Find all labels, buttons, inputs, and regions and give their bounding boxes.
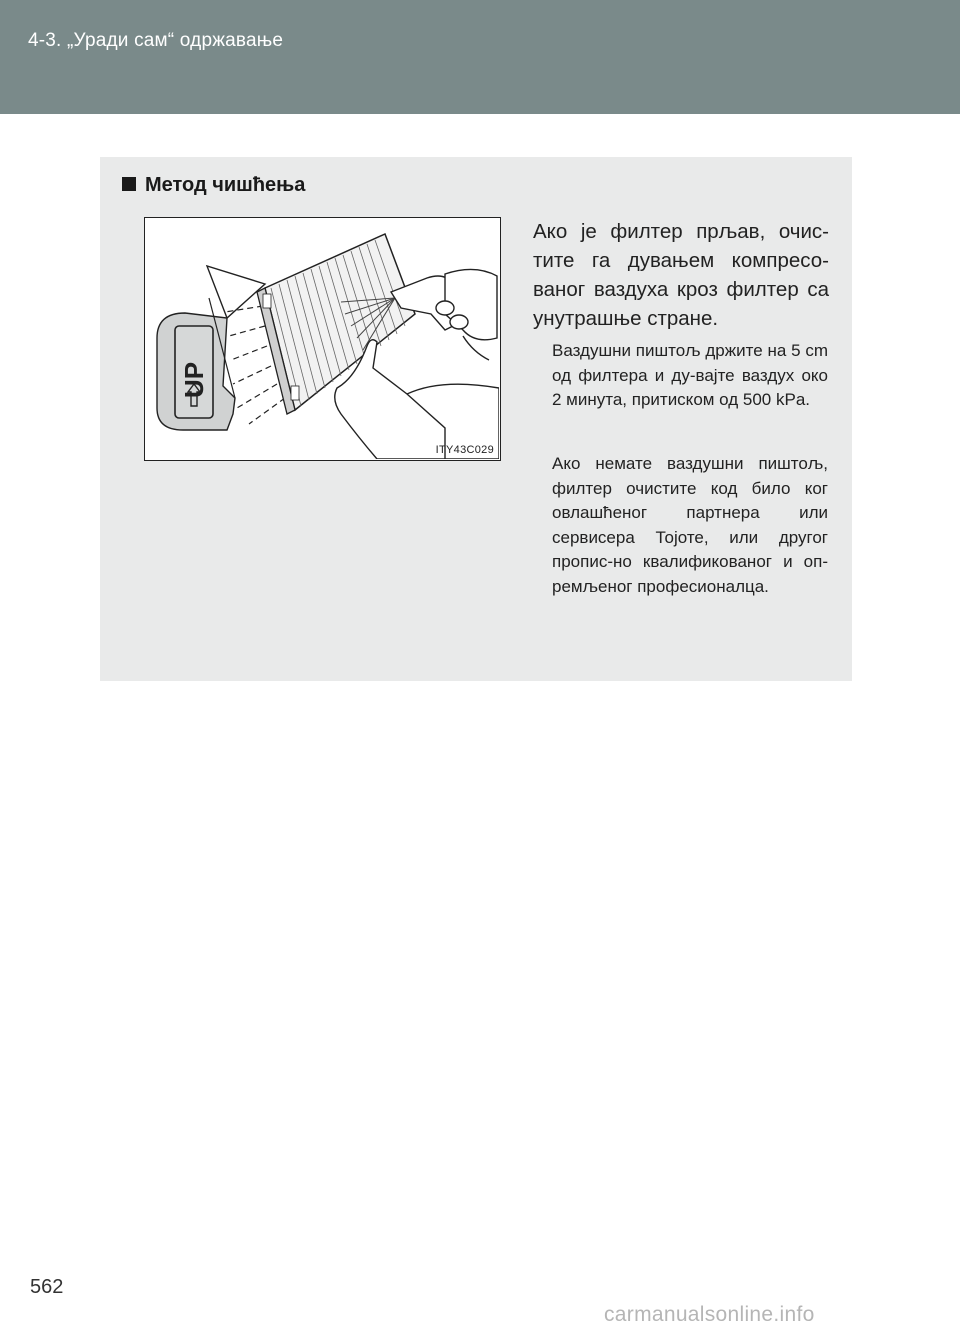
filter-cleaning-illustration	[144, 217, 501, 461]
section-heading-text: Метод чишћења	[145, 174, 306, 196]
figure-code: ITY43C029	[435, 444, 494, 456]
info-box	[100, 157, 852, 681]
main-instruction: Ако је филтер прљав, очис-тите га дувањем компресо-ваног ваздуха кроз филтер са унутрашње стране.	[533, 220, 829, 330]
up-label: UP	[179, 361, 209, 398]
illustration-graphic	[145, 218, 499, 459]
watermark: carmanualsonline.info	[604, 1303, 815, 1326]
note-air-gun: Ваздушни пиштољ држите на 5 cm од филтера и ду-вајте ваздух око 2 минута, притиском од 500 kPa.	[552, 341, 828, 409]
header-bar	[0, 0, 960, 114]
section-heading	[122, 174, 305, 197]
note-no-air-gun: Ако немате ваздушни пиштољ, филтер очистите код било ког овлашћеног партнера или сервисера Тојоте, или другог пропис-но квалификованог и оп-ремљеног професионалца.	[552, 454, 828, 596]
page-number: 562	[30, 1276, 64, 1298]
square-bullet-icon	[122, 177, 136, 191]
up-callout	[157, 266, 265, 430]
chapter-title: 4-3. „Уради сам“ одржавање	[28, 30, 284, 51]
